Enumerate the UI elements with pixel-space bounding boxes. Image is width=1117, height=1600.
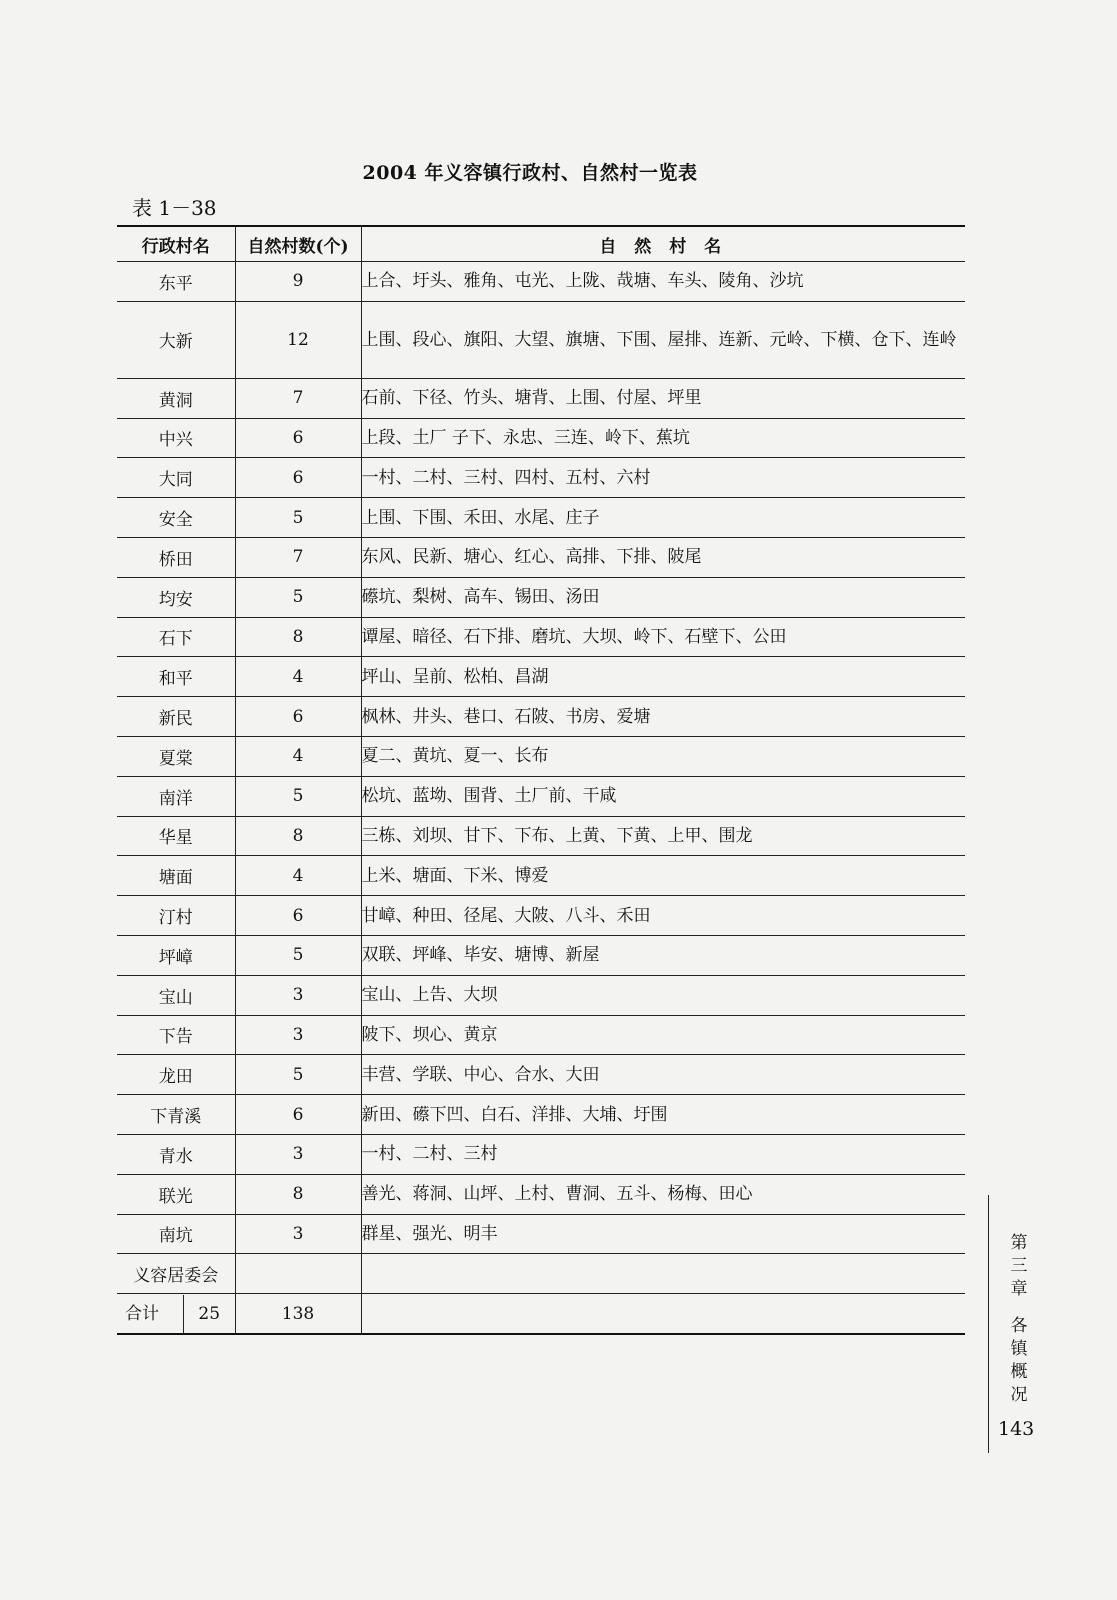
natural-village-count: 5 [235,776,361,816]
natural-village-count: 6 [235,458,361,498]
admin-village-name: 汀村 [117,896,235,936]
admin-village-name: 均安 [117,577,235,617]
natural-village-count: 7 [235,378,361,418]
table-label: 表 1－38 [132,196,217,220]
natural-village-list: 群星、强光、明丰 [361,1214,965,1254]
total-cell [117,1294,235,1334]
admin-village-name: 龙田 [117,1055,235,1095]
header-natural-count: 自然村数(个) [235,226,361,262]
admin-village-name: 大新 [117,301,235,378]
side-margin-rule [988,1195,989,1453]
chapter-char: 章 [1010,1279,1028,1299]
natural-village-list: 上段、土厂 子下、永忠、三连、岭下、蕉坑 [361,418,965,458]
natural-village-count: 8 [235,617,361,657]
natural-village-list: 宝山、上告、大坝 [361,975,965,1015]
natural-village-count: 6 [235,697,361,737]
natural-village-list: 枫林、井头、巷口、石陂、书房、爱塘 [361,697,965,737]
natural-village-count: 9 [235,262,361,302]
table-row [117,736,965,776]
natural-village-list: 谭屋、暗径、石下排、磨坑、大坝、岭下、石壁下、公田 [361,617,965,657]
table-row [117,1134,965,1174]
natural-village-count: 6 [235,418,361,458]
natural-village-count: 8 [235,1174,361,1214]
table-row [117,418,965,458]
admin-village-name: 中兴 [117,418,235,458]
natural-village-list: 陂下、坝心、黄京 [361,1015,965,1055]
admin-village-name: 东平 [117,262,235,302]
natural-village-count: 5 [235,498,361,538]
admin-village-name: 义容居委会 [117,1254,235,1294]
chapter-char: 三 [1010,1256,1028,1276]
table-row [117,935,965,975]
table-row [117,498,965,538]
table-row [117,537,965,577]
admin-village-name: 下青溪 [117,1095,235,1135]
total-row [117,1294,965,1334]
admin-village-name: 石下 [117,617,235,657]
table-row [117,458,965,498]
natural-village-list: 夏二、黄坑、夏一、长布 [361,736,965,776]
natural-village-count: 4 [235,736,361,776]
admin-village-name: 青水 [117,1134,235,1174]
admin-village-name: 宝山 [117,975,235,1015]
admin-village-name: 和平 [117,657,235,697]
natural-village-list: 上米、塘面、下米、博爱 [361,856,965,896]
natural-village-count: 3 [235,1214,361,1254]
admin-village-name: 大同 [117,458,235,498]
admin-village-name: 南坑 [117,1214,235,1254]
natural-village-list: 双联、坪峰、毕安、塘博、新屋 [361,935,965,975]
admin-village-name: 坪嶂 [117,935,235,975]
header-natural-names: 自 然 村 名 [361,226,965,262]
natural-village-list: 上围、下围、禾田、水尾、庄子 [361,498,965,538]
natural-village-count: 4 [235,657,361,697]
admin-village-name: 南洋 [117,776,235,816]
natural-village-list: 上围、段心、旗阳、大望、旗塘、下围、屋排、连新、元岭、下横、仓下、连岭 [361,301,965,378]
header-admin-village: 行政村名 [117,226,235,262]
admin-village-name: 桥田 [117,537,235,577]
page-number: 143 [998,1418,1035,1440]
section-char: 各 [1010,1316,1028,1336]
table-row [117,697,965,737]
admin-village-name: 下告 [117,1015,235,1055]
natural-village-count: 12 [235,301,361,378]
chapter-marker [1008,1232,1030,1407]
table-row [117,378,965,418]
natural-village-list: 善光、蒋洞、山坪、上村、曹洞、五斗、杨梅、田心 [361,1174,965,1214]
natural-village-count: 5 [235,1055,361,1095]
table-row [117,776,965,816]
table-row [117,1214,965,1254]
natural-village-count: 5 [235,577,361,617]
natural-village-count: 8 [235,816,361,856]
natural-village-list: 新田、礤下凹、白石、洋排、大埔、圩围 [361,1095,965,1135]
natural-village-count: 4 [235,856,361,896]
natural-village-list: 石前、下径、竹头、塘背、上围、付屋、坪里 [361,378,965,418]
table-row [117,856,965,896]
natural-village-list [361,1254,965,1294]
natural-village-list: 三栋、刘坝、甘下、下布、上黄、下黄、上甲、围龙 [361,816,965,856]
table-row [117,896,965,936]
natural-village-list: 松坑、蓝坳、围背、土厂前、干咸 [361,776,965,816]
natural-village-count: 3 [235,975,361,1015]
admin-village-name: 塘面 [117,856,235,896]
total-empty-cell [361,1294,965,1334]
natural-village-count: 3 [235,1015,361,1055]
table-row [117,657,965,697]
section-char: 概 [1010,1362,1028,1382]
table-row [117,816,965,856]
natural-village-count: 6 [235,1095,361,1135]
village-table-wrapper [117,225,965,1335]
natural-village-list: 一村、二村、三村、四村、五村、六村 [361,458,965,498]
table-row [117,1095,965,1135]
natural-village-count: 7 [235,537,361,577]
admin-village-name: 安全 [117,498,235,538]
table-row [117,577,965,617]
total-admin-count: 25 [198,1303,221,1324]
table-row [117,1015,965,1055]
natural-village-list: 甘嶂、种田、径尾、大陂、八斗、禾田 [361,896,965,936]
section-char: 镇 [1010,1339,1028,1359]
table-row [117,975,965,1015]
natural-village-count [235,1254,361,1294]
table-row [117,301,965,378]
natural-village-list: 上合、圩头、雅角、屯光、上陇、哉塘、车头、陵角、沙坑 [361,262,965,302]
admin-village-name: 华星 [117,816,235,856]
section-char: 况 [1010,1385,1028,1405]
admin-village-name: 夏棠 [117,736,235,776]
natural-village-list: 礤坑、梨树、高车、锡田、汤田 [361,577,965,617]
chapter-char: 第 [1010,1233,1028,1253]
header-row [117,226,965,262]
natural-village-count: 6 [235,896,361,936]
natural-village-list: 丰营、学联、中心、合水、大田 [361,1055,965,1095]
natural-village-list: 一村、二村、三村 [361,1134,965,1174]
natural-village-list: 坪山、呈前、松柏、昌湖 [361,657,965,697]
natural-village-list: 东风、民新、塘心、红心、高排、下排、陂尾 [361,537,965,577]
table-row [117,1254,965,1294]
table-row [117,262,965,302]
natural-village-count: 3 [235,1134,361,1174]
natural-village-count: 5 [235,935,361,975]
admin-village-name: 黄洞 [117,378,235,418]
page-title: 2004 年义容镇行政村、自然村一览表 [362,162,698,184]
admin-village-name: 新民 [117,697,235,737]
total-natural-count: 138 [235,1294,361,1334]
table-row [117,1055,965,1095]
total-label: 合计 [117,1295,184,1333]
table-row [117,617,965,657]
admin-village-name: 联光 [117,1174,235,1214]
village-table [117,225,965,1335]
table-row [117,1174,965,1214]
